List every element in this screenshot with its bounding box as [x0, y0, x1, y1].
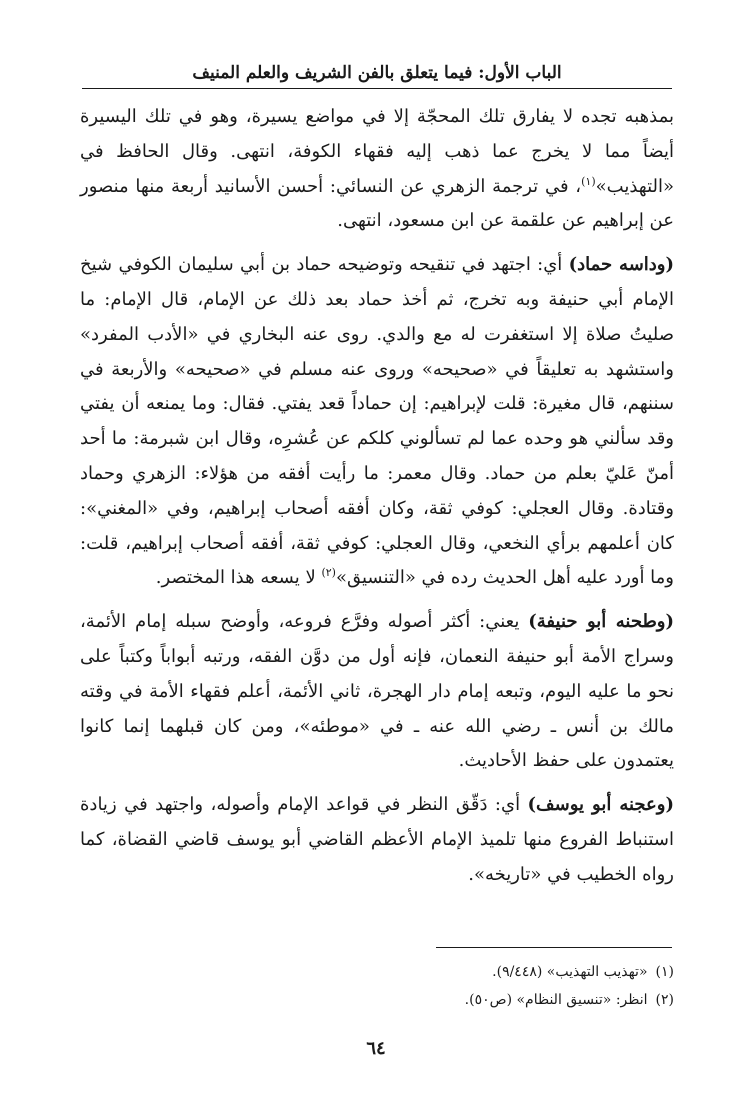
paragraph-segment: يعني: أكثر أصوله وفرَّع فروعه، وأوضح سبله إمام الأئمة، وسراج الأمة أبو حنيفة النعمان، فإنه أول من دوَّن الفقه، ورتبه أبواباً وكتباً على نحو ما عليه اليوم، وتبعه إمام دار الهجرة، ثاني الأئمة، أعلم فقهاء الأمة في وقته مالك بن أنس ـ رضي الله عنه ـ في «موطئه»، ومن كان قبلهما إنما كانوا يعتمدون على حفظ الأحاديث.	[80, 611, 674, 772]
footnote-reference-1[interactable]: (١)	[581, 174, 596, 188]
main-text	[80, 100, 674, 902]
paragraph-1	[80, 100, 674, 239]
footnote-number: (٢)	[655, 992, 674, 1008]
footnote-text: «تهذيب التهذيب» (٩/٤٤٨).	[492, 964, 648, 980]
lemma-heading: (وطحنه أبو حنيفة)	[528, 611, 674, 633]
footnote-text: انظر: «تنسيق النظام» (ص٥٠).	[464, 992, 648, 1008]
footnote-number: (١)	[655, 964, 674, 980]
paragraph-segment: ، في ترجمة الزهري عن النسائي: أحسن الأسانيد أربعة منها منصور عن إبراهيم عن علقمة عن ابن مسعود، انتهى.	[80, 175, 674, 232]
paragraph-segment: بمذهبه تجده لا يفارق تلك المحجّة إلا في مواضع يسيرة، وهو في تلك اليسيرة أيضاً مما لا يخرج عما ذهب إليه فقهاء الكوفة، انتهى. وقال الحافظ في «التهذيب»	[80, 106, 674, 197]
paragraph-segment: أي: اجتهد في تنقيحه وتوضيحه حماد بن أبي سليمان الكوفي شيخ الإمام أبي حنيفة وبه تخرج، ثم أخذ حماد بعد ذلك عن الإمام، قال الإمام: ما صليتُ صلاة إلا استغفرت له مع والدي. روى عنه البخاري في «الأدب المفرد» واستشهد به تعليقاً في «صحيحه» وروى عنه مسلم في «صحيحه» والأربعة في سننهم، قال مغيرة: قلت لإبراهيم: إن حماداً قعد يفتي. فقال: وما يمنعه أن يفتي وقد سألني هو وحده عما لم تسألوني كلكم عن عُشرِه، وقال ابن شبرمة: ما أحد أمنّ عَليّ بعلم من حماد. وقال معمر: ما رأيت أفقه من هؤلاء: الزهري وحماد وقتادة. وقال العجلي: كوفي ثقة، وكان أفقه أصحاب إبراهيم، وفي «المغني»: كان أعلمهم برأي النخعي، وقال العجلي: كوفي ثقة، أفقه أصحاب إبراهيم، قلت: وما أورد عليه أهل الحديث رده في «التنسيق»	[80, 254, 674, 589]
running-header: الباب الأول: فيما يتعلق بالفن الشريف والعلم المنيف	[192, 63, 562, 83]
header-rule	[82, 88, 672, 89]
paragraph-segment: أي: دَقّق النظر في قواعد الإمام وأصوله، واجتهد في زيادة استنباط الفروع منها تلميذ الإمام الأعظم القاضي أبو يوسف قاضي القضاة، كما رواه الخطيب في «تاريخه».	[80, 794, 674, 885]
paragraph-3	[80, 605, 674, 779]
footnote-separator	[436, 947, 672, 948]
footnote-1	[80, 958, 674, 986]
lemma-heading: (وداسه حماد)	[568, 254, 674, 276]
footnote-2	[80, 986, 674, 1014]
lemma-heading: (وعجنه أبو يوسف)	[527, 794, 674, 816]
paragraph-2	[80, 248, 674, 596]
paragraph-segment: لا يسعه هذا المختصر.	[155, 567, 322, 589]
paragraph-4	[80, 788, 674, 892]
page-number: ٦٤	[366, 1038, 386, 1059]
footnote-reference-2[interactable]: (٢)	[321, 566, 336, 580]
footnotes	[80, 958, 674, 1014]
